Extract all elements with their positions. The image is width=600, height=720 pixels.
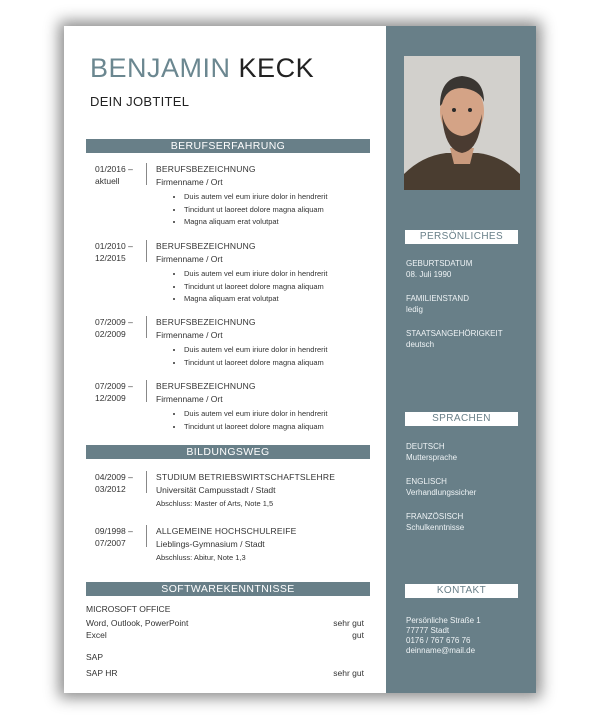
bullet-item: • Tincidunt ut laoreet dolore magna aliquam [184, 421, 371, 434]
contact-block [406, 616, 526, 656]
bullet-item: • Magna aliquam erat volutpat [184, 216, 371, 229]
entry-degree: Abschluss: Master of Arts, Note 1,5 [156, 499, 274, 508]
group-label: MICROSOFT OFFICE [86, 604, 171, 614]
entry-company: Firmenname / Ort [156, 254, 223, 264]
language-item [406, 476, 526, 498]
last-name: KECK [238, 53, 315, 83]
language-item [406, 511, 526, 533]
job-title: DEIN JOBTITEL [90, 94, 190, 109]
language-level: Schulkenntnisse [406, 523, 465, 532]
candidate-name [90, 53, 314, 84]
entry-date: 09/1998 – 07/2007 [95, 526, 133, 548]
entry-title: BERUFSBEZEICHNUNG [156, 317, 256, 327]
divider [146, 471, 147, 493]
personal-item [406, 293, 526, 315]
software-list [86, 603, 364, 679]
group-label: SAP [86, 652, 104, 662]
bullet-item: • Tincidunt ut laoreet dolore magna aliquam [184, 204, 371, 217]
bullet-item: • Duis autem vel eum iriure dolor in hendrerit [184, 191, 371, 204]
profile-photo [404, 56, 520, 190]
item-label: STAATSANGEHÖRIGKEIT [406, 329, 503, 338]
bullet-item: • Duis autem vel eum iriure dolor in hendrerit [184, 268, 371, 281]
divider [146, 525, 147, 547]
item-label: GEBURTSDATUM [406, 259, 473, 268]
entry-title: BERUFSBEZEICHNUNG [156, 381, 256, 391]
section-education-heading: BILDUNGSWEG [86, 445, 370, 459]
section-software-heading: SOFTWAREKENNTNISSE [86, 582, 370, 596]
item-value: ledig [406, 305, 423, 314]
first-name: BENJAMIN [90, 53, 231, 83]
bullet-item: • Magna aliquam erat volutpat [184, 293, 371, 306]
item-value: 08. Juli 1990 [406, 270, 452, 279]
entry-degree: Abschluss: Abitur, Note 1,3 [156, 553, 246, 562]
language-name: FRANZÖSISCH [406, 512, 464, 521]
entry-date: 01/2010 – 12/2015 [95, 241, 133, 263]
software-level: sehr gut [333, 668, 364, 678]
entry-institution: Lieblings-Gymnasium / Stadt [156, 539, 265, 549]
contact-phone: 0176 / 767 676 76 [406, 636, 471, 645]
entry-title: BERUFSBEZEICHNUNG [156, 241, 256, 251]
section-contact-heading: KONTAKT [405, 584, 518, 598]
portrait-image [404, 56, 520, 190]
section-languages-heading: SPRACHEN [405, 412, 518, 426]
software-row [86, 617, 364, 629]
section-personal-heading: PERSÖNLICHES [405, 230, 518, 244]
divider [146, 240, 147, 262]
entry-date: 07/2009 – 12/2009 [95, 381, 133, 403]
divider [146, 316, 147, 338]
divider [146, 380, 147, 402]
bullet-item: • Tincidunt ut laoreet dolore magna aliquam [184, 357, 371, 370]
bullet-item: • Duis autem vel eum iriure dolor in hendrerit [184, 408, 371, 421]
entry-title: BERUFSBEZEICHNUNG [156, 164, 256, 174]
software-name: Word, Outlook, PowerPoint [86, 618, 189, 628]
entry-date: 01/2016 – aktuell [95, 164, 133, 186]
personal-item [406, 258, 526, 280]
entry-date: 07/2009 – 02/2009 [95, 317, 133, 339]
bullet-item: • Duis autem vel eum iriure dolor in hendrerit [184, 344, 371, 357]
software-level: sehr gut [333, 618, 364, 628]
entry-title: STUDIUM BETRIEBSWIRTSCHAFTSLEHRE [156, 472, 336, 482]
software-name: SAP HR [86, 668, 118, 678]
bullet-item: • Tincidunt ut laoreet dolore magna aliquam [184, 281, 371, 294]
entry-title: ALLGEMEINE HOCHSCHULREIFE [156, 526, 297, 536]
language-level: Muttersprache [406, 453, 458, 462]
item-label: FAMILIENSTAND [406, 294, 469, 303]
entry-company: Firmenname / Ort [156, 177, 223, 187]
entry-company: Firmenname / Ort [156, 330, 223, 340]
contact-street: Persönliche Straße 1 [406, 616, 481, 625]
software-group-title [86, 651, 364, 663]
language-level: Verhandlungssicher [406, 488, 477, 497]
software-level: gut [352, 630, 364, 640]
divider [146, 163, 147, 185]
section-experience-heading: BERUFSERFAHRUNG [86, 139, 370, 153]
item-value: deutsch [406, 340, 435, 349]
entry-date: 04/2009 – 03/2012 [95, 472, 133, 494]
software-group-title [86, 603, 364, 615]
contact-city: 77777 Stadt [406, 626, 450, 635]
personal-item [406, 328, 526, 350]
entry-institution: Universität Campusstadt / Stadt [156, 485, 276, 495]
software-row [86, 629, 364, 641]
language-name: ENGLISCH [406, 477, 447, 486]
contact-email: deinname@mail.de [406, 646, 476, 655]
software-row [86, 667, 364, 679]
language-item [406, 441, 526, 463]
entry-company: Firmenname / Ort [156, 394, 223, 404]
language-name: DEUTSCH [406, 442, 445, 451]
software-name: Excel [86, 630, 107, 640]
